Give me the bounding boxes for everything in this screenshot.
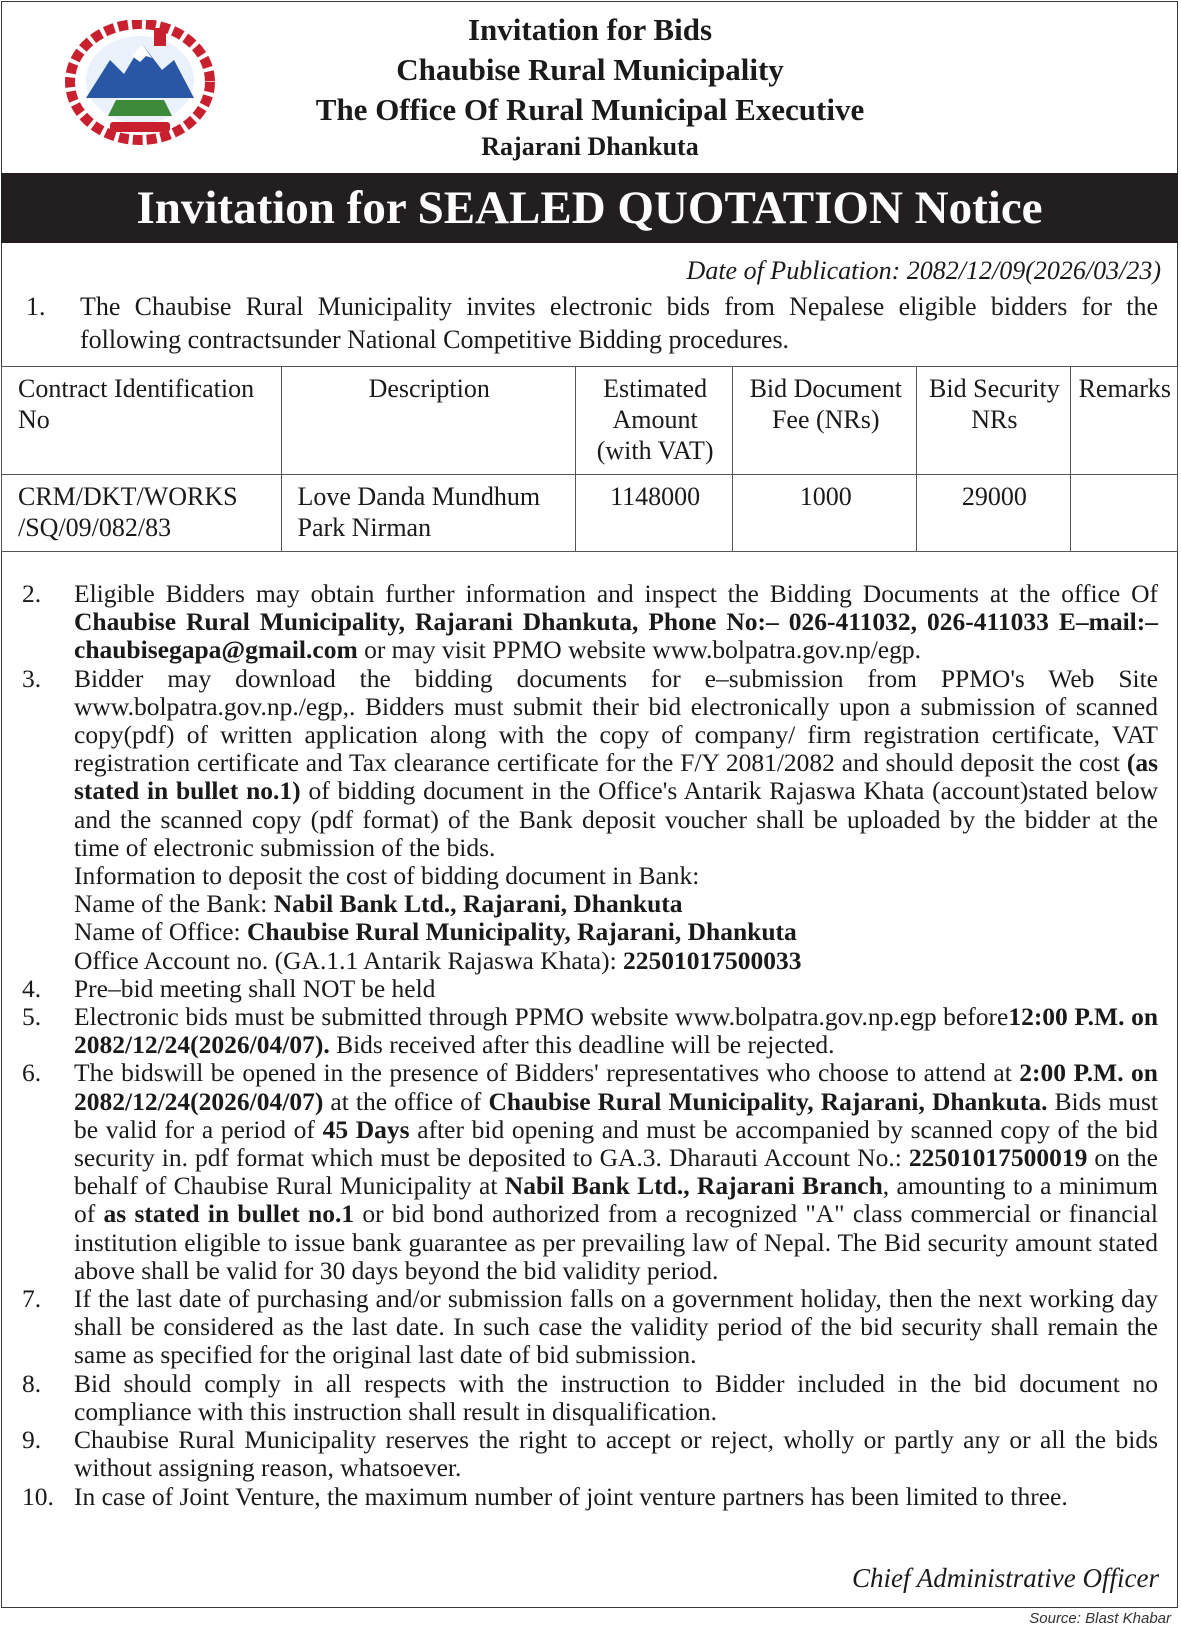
- bank-branch: Nabil Bank Ltd., Rajarani Branch: [504, 1171, 883, 1201]
- contact-details: Chaubise Rural Municipality, Rajarani Dhankuta, Phone No:– 026-411032, 026-411033 E–mail:– chaubisegapa@gmail.com: [74, 607, 1158, 665]
- location: Rajarani Dhankuta: [481, 132, 699, 161]
- cell-doc-fee: 1000: [733, 475, 917, 552]
- opening-venue: Chaubise Rural Municipality, Rajarani, Dhankuta.: [488, 1086, 1048, 1116]
- col-bid-security: Bid Security NRs: [917, 367, 1070, 475]
- item-text: Electronic bids must be submitted through PPMO website www.bolpatra.gov.np.egp before: [74, 1002, 1009, 1032]
- account-number: 22501017500033: [623, 945, 802, 975]
- submission-deadline: 12:00 P.M. on 2082/12/24(2026/04/07).: [74, 1002, 1158, 1060]
- intro-text: The Chaubise Rural Municipality invites electronic bids from Nepalese eligible bidders for the following contractsunder National Competitive Bidding procedures.: [80, 292, 1158, 354]
- cell-contract-id: CRM/DKT/WORKS /SQ/09/082/83: [2, 475, 282, 552]
- notice-banner: Invitation for SEALED QUOTATION Notice: [1, 173, 1178, 243]
- deposit-account: 22501017500019: [908, 1143, 1088, 1173]
- item-text: If the last date of purchasing and/or submission falls on a government holiday, then the next working day shall be considered as the last date. In such case the validity period of the bid security shall remain the same as specified for the original last date of bid submission.: [74, 1284, 1158, 1370]
- nepal-emblem-icon: [62, 20, 218, 146]
- opening-time: 2:00 P.M. on 2082/12/24(2026/04/07): [74, 1058, 1158, 1116]
- item-text: on the behalf of Chaubise Rural Municipality at: [74, 1143, 1158, 1201]
- item-number: 10.: [22, 1481, 54, 1511]
- signatory: Chief Administrative Officer: [852, 1563, 1159, 1593]
- cell-estimated-amount: 1148000: [575, 475, 732, 552]
- col-remarks: Remarks: [1070, 367, 1177, 475]
- bank-info-label: Information to deposit the cost of bidding document in Bank:: [74, 861, 700, 891]
- item-text: Chaubise Rural Municipality reserves the right to accept or reject, wholly or partly any or all the bids without assigning reason, whatsoever.: [74, 1425, 1158, 1483]
- item-text: Bidder may download the bidding documents for e–submission from PPMO's Web Site www.bolpatra.gov.np./egp,. Bidders must submit their bid electronically upon a submission of scanned copy(pdf) of written application along with the copy of company/ firm registration certificate, VAT registration certificate and Tax clearance certificate for the F/Y 2081/2082 and should deposit the cost: [74, 663, 1158, 778]
- table-row: [2, 475, 1178, 552]
- item-number: 4.: [22, 973, 42, 1003]
- list-item: [22, 1370, 1158, 1426]
- publication-date: Date of Publication: 2082/12/09(2026/03/23): [686, 256, 1161, 285]
- bank-name-line: [74, 890, 1158, 918]
- item-text: after bid opening and must be accompanied by scanned copy of the bid security in. pdf format which must be deposited to GA.3. Dharauti Account No.:: [74, 1114, 1159, 1173]
- cell-remarks: [1070, 475, 1177, 552]
- col-description: Description: [281, 367, 575, 475]
- cell-bid-security: 29000: [917, 475, 1070, 552]
- item-emphasis: as stated in bullet no.1: [103, 1199, 355, 1229]
- office-name-value: Chaubise Rural Municipality, Rajarani, Dhankuta: [247, 917, 797, 947]
- list-item: [22, 1003, 1158, 1059]
- table-header-row: [2, 367, 1178, 475]
- item-text: at the office of: [323, 1086, 489, 1116]
- bank-info: [74, 862, 1158, 975]
- item-text: Pre–bid meeting shall NOT be held: [74, 973, 436, 1003]
- item-number: 1.: [26, 292, 46, 321]
- item-text: Bids must be valid for a period of: [74, 1086, 1158, 1144]
- municipality-name: Chaubise Rural Municipality: [396, 52, 784, 87]
- contract-table: [1, 366, 1178, 552]
- col-doc-fee: Bid Document Fee (NRs): [733, 367, 917, 475]
- item-number: 8.: [22, 1368, 42, 1398]
- item-text: of bidding document in the Office's Antarik Rajaswa Khata (account)stated below and the scanned copy (pdf format) of the Bank deposit voucher shall be uploaded by the bidder at the time of electronic submission of the bids.: [74, 776, 1158, 862]
- header-title: Invitation for Bids: [467, 12, 713, 47]
- list-item: [22, 1426, 1158, 1482]
- item-text: Bids received after this deadline will be rejected.: [329, 1030, 835, 1060]
- cell-description: Love Danda Mundhum Park Nirman: [281, 475, 575, 552]
- office-name-line: [74, 918, 1158, 946]
- item-number: 6.: [22, 1058, 42, 1088]
- item-text: , amounting to a minimum of: [74, 1171, 1158, 1229]
- item-text: The bidswill be opened in the presence of Bidders' representatives who choose to attend at: [74, 1058, 1020, 1088]
- item-number: 3.: [22, 663, 42, 693]
- intro-paragraph: [26, 290, 1158, 356]
- item-text: In case of Joint Venture, the maximum number of joint venture partners has been limited to three.: [74, 1481, 1068, 1511]
- bank-name: Nabil Bank Ltd., Rajarani, Dhankuta: [273, 889, 683, 919]
- item-number: 9.: [22, 1425, 42, 1455]
- list-item: [22, 1285, 1158, 1370]
- item-text: or bid bond authorized from a recognized "A" class commercial or financial institution eligible to issue bank guarantee as per prevailing law of Nepal. The Bid security amount stated above shall be valid for 30 days beyond the bid validity period.: [74, 1199, 1159, 1285]
- validity-period: 45 Days: [322, 1114, 410, 1144]
- item-number: 2.: [22, 579, 42, 608]
- item-emphasis: (as stated in bullet no.1): [74, 748, 1158, 806]
- bank-name-label: Name of the Bank:: [74, 889, 274, 919]
- item-text: or may visit PPMO website www.bolpatra.gov.np/egp.: [357, 635, 921, 665]
- list-item: [22, 975, 1158, 1003]
- col-estimated-amount: Estimated Amount (with VAT): [575, 367, 732, 475]
- office-name-label: Name of Office:: [74, 917, 247, 947]
- list-item: [22, 665, 1158, 975]
- header: [250, 10, 930, 164]
- list-item: [22, 1059, 1158, 1285]
- list-item: [22, 1483, 1158, 1511]
- col-contract-id: Contract Identification No: [2, 367, 282, 475]
- office-name: The Office Of Rural Municipal Executive: [315, 92, 865, 127]
- account-line: [74, 947, 1158, 975]
- conditions-list: [22, 580, 1158, 1511]
- account-label: Office Account no. (GA.1.1 Antarik Rajaswa Khata):: [74, 945, 624, 975]
- item-number: 5.: [22, 1002, 42, 1032]
- list-item: [22, 580, 1158, 665]
- source-credit: Source: Blast Khabar: [1029, 1610, 1171, 1627]
- item-text: Eligible Bidders may obtain further information and inspect the Bidding Documents at the office Of: [74, 579, 1158, 608]
- item-text: Bid should comply in all respects with the instruction to Bidder included in the bid document no compliance with this instruction shall result in disqualification.: [74, 1368, 1158, 1426]
- item-number: 7.: [22, 1284, 42, 1314]
